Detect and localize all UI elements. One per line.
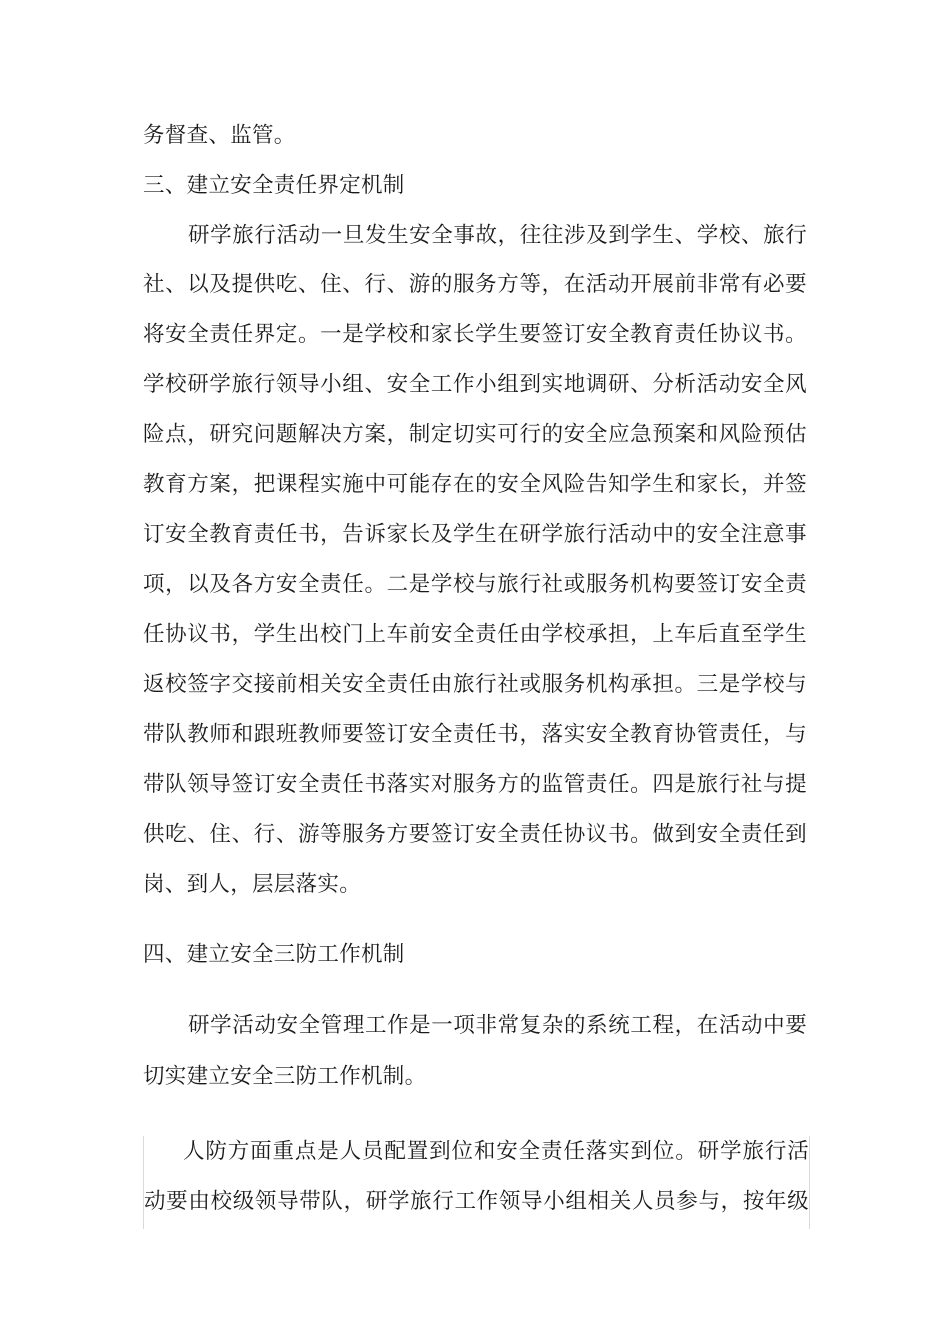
- paragraph-line: 返校签字交接前相关安全责任由旅行社或服务机构承担。三是学校与: [143, 672, 807, 697]
- paragraph-line: 险点，研究问题解决方案，制定切实可行的安全应急预案和风险预估: [143, 422, 807, 447]
- paragraph-line: 切实建立安全三防工作机制。: [143, 1064, 427, 1089]
- paragraph-line: 动要由校级领导带队，研学旅行工作领导小组相关人员参与，按年级: [144, 1189, 809, 1214]
- paragraph-line: 岗、到人，层层落实。: [143, 872, 362, 897]
- paragraph-line: 人防方面重点是人员配置到位和安全责任落实到位。研学旅行活: [183, 1139, 809, 1164]
- paragraph-line: 务督查、监管。: [143, 123, 296, 148]
- paragraph-line: 供吃、住、行、游等服务方要签订安全责任协议书。做到安全责任到: [143, 822, 807, 847]
- paragraph-line: 教育方案，把课程实施中可能存在的安全风险告知学生和家长，并签: [143, 472, 807, 497]
- paragraph-line: 项，以及各方安全责任。二是学校与旅行社或服务机构要签订安全责: [143, 572, 807, 597]
- section-heading: 四、建立安全三防工作机制: [143, 942, 405, 967]
- paragraph-line: 将安全责任界定。一是学校和家长学生要签订安全教育责任协议书。: [143, 322, 807, 347]
- section-heading: 三、建立安全责任界定机制: [143, 173, 405, 198]
- paragraph-line: 研学旅行活动一旦发生安全事故，往往涉及到学生、学校、旅行: [188, 223, 807, 248]
- paragraph-line: 任协议书，学生出校门上车前安全责任由学校承担，上车后直至学生: [143, 622, 807, 647]
- bordered-text-block: [143, 1136, 810, 1229]
- paragraph-line: 社、以及提供吃、住、行、游的服务方等，在活动开展前非常有必要: [143, 272, 807, 297]
- paragraph-line: 带队领导签订安全责任书落实对服务方的监管责任。四是旅行社与提: [143, 772, 807, 797]
- paragraph-line: 研学活动安全管理工作是一项非常复杂的系统工程，在活动中要: [188, 1013, 807, 1038]
- paragraph-line: 订安全教育责任书，告诉家长及学生在研学旅行活动中的安全注意事: [143, 522, 807, 547]
- paragraph-line: 带队教师和跟班教师要签订安全责任书，落实安全教育协管责任，与: [143, 722, 807, 747]
- paragraph-line: 学校研学旅行领导小组、安全工作小组到实地调研、分析活动安全风: [143, 372, 807, 397]
